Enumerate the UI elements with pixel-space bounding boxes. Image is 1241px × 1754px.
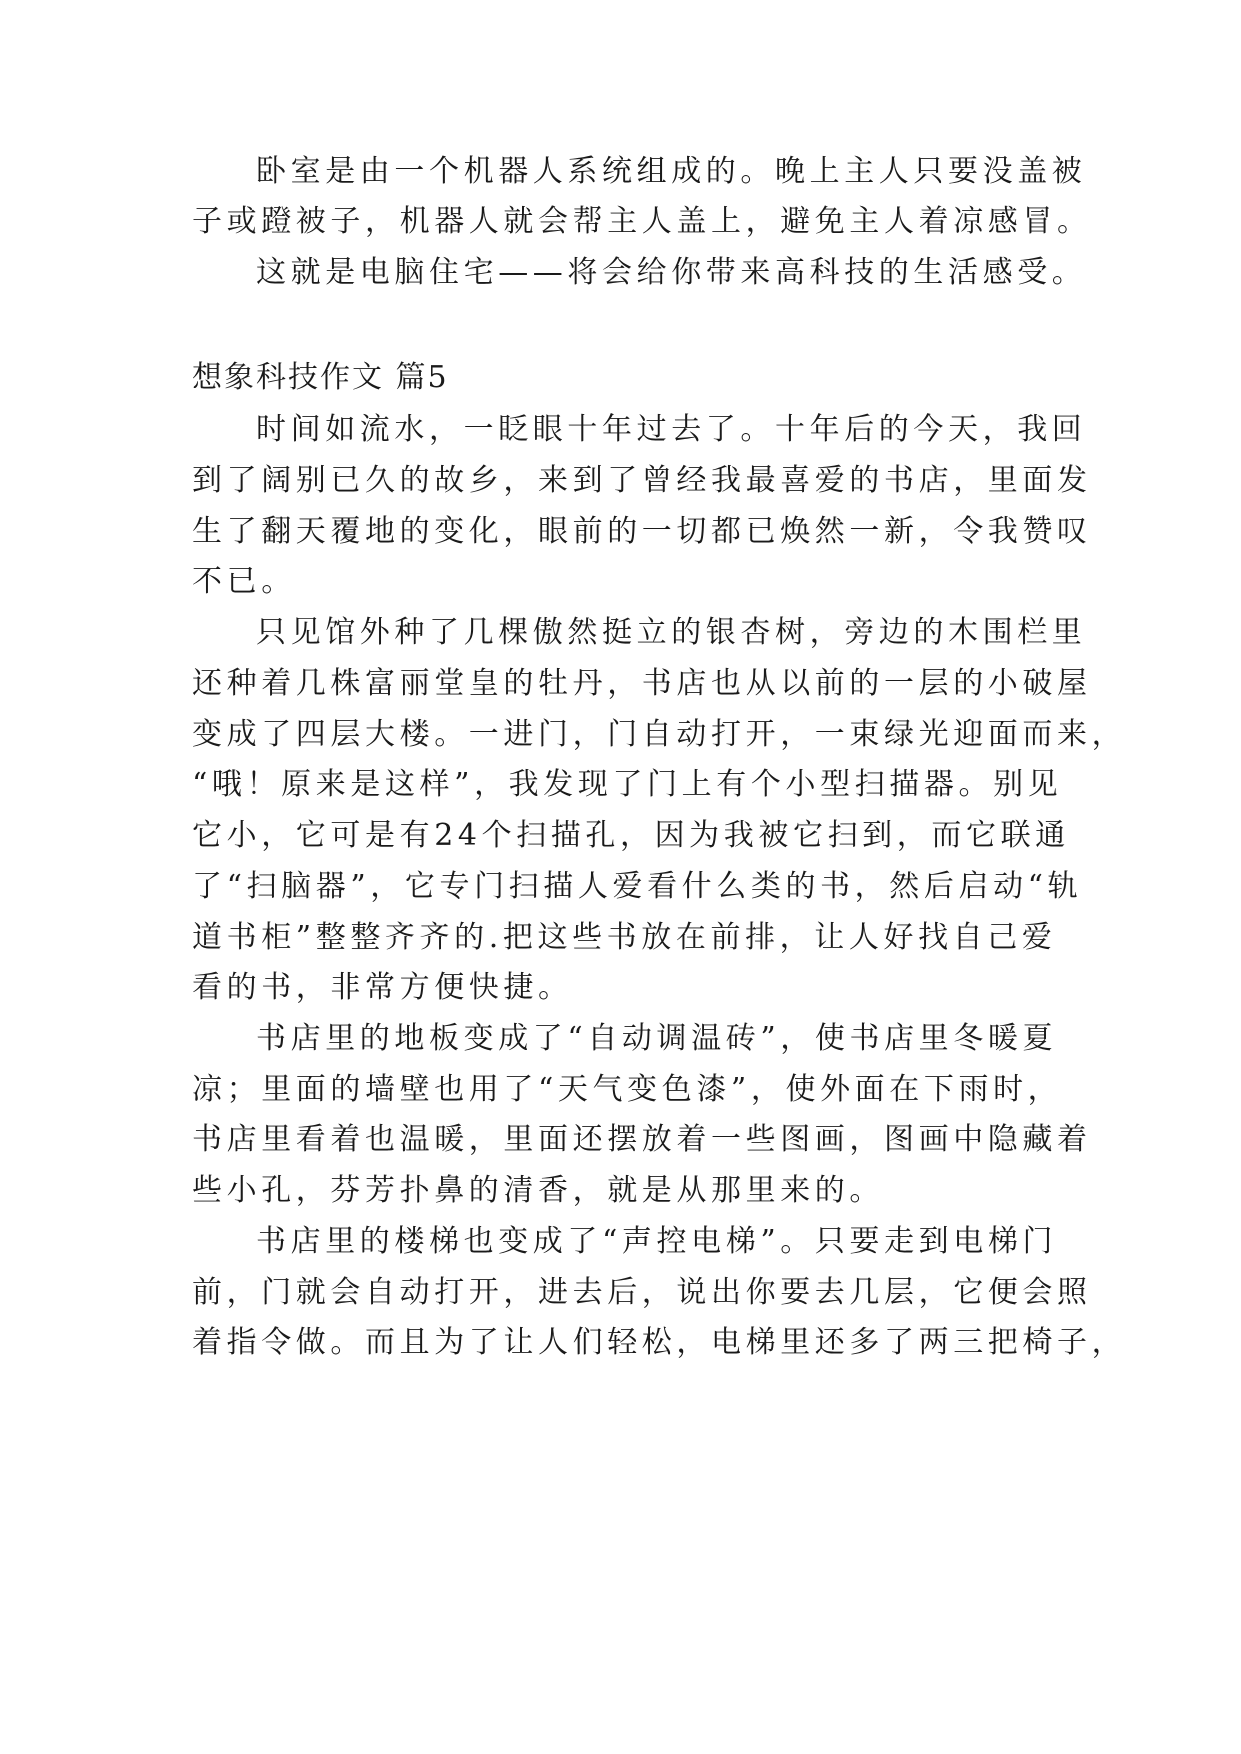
paragraph-line: 前，门就会自动打开，进去后，说出你要去几层，它便会照 (192, 1275, 1092, 1310)
paragraph-line: 道书柜”整整齐齐的.把这些书放在前排，让人好找自己爱 (192, 920, 1057, 955)
paragraph-line: 只见馆外种了几棵傲然挺立的银杏树，旁边的木围栏里 (256, 615, 1087, 650)
paragraph-line: 些小孔，芬芳扑鼻的清香，就是从那里来的。 (192, 1173, 884, 1208)
paragraph-line: 生了翻天覆地的变化，眼前的一切都已焕然一新，令我赞叹 (192, 514, 1092, 549)
paragraph-line: 这就是电脑住宅——将会给你带来高科技的生活感受。 (256, 255, 1087, 290)
paragraph-line: 凉；里面的墙壁也用了“天气变色漆”，使外面在下雨时， (192, 1072, 1063, 1107)
paragraph-line: 看的书，非常方便快捷。 (192, 970, 573, 1005)
paragraph-line: 了“扫脑器”，它专门扫描人爱看什么类的书，然后启动“轨 (192, 869, 1083, 904)
paragraph-line: 卧室是由一个机器人系统组成的。晚上主人只要没盖被 (256, 154, 1087, 189)
paragraph-line: 变成了四层大楼。一进门，门自动打开，一束绿光迎面而来， (192, 717, 1127, 752)
section-heading: 想象科技作文 篇5 (192, 360, 449, 395)
paragraph-line: 还种着几株富丽堂皇的牡丹，书店也从以前的一层的小破屋 (192, 666, 1092, 701)
paragraph-line: 书店里的地板变成了“自动调温砖”，使书店里冬暖夏 (256, 1021, 1058, 1056)
paragraph-line: 着指令做。而且为了让人们轻松，电梯里还多了两三把椅子， (192, 1325, 1127, 1360)
paragraph-line: 到了阔别已久的故乡，来到了曾经我最喜爱的书店，里面发 (192, 463, 1092, 498)
paragraph-line: 不已。 (192, 564, 296, 599)
paragraph-line: 它小，它可是有24个扫描孔，因为我被它扫到，而它联通 (192, 818, 1070, 853)
paragraph-line: “哦！原来是这样”，我发现了门上有个小型扫描器。别见 (192, 767, 1063, 802)
paragraph-line: 书店里看着也温暖，里面还摆放着一些图画，图画中隐藏着 (192, 1122, 1092, 1157)
paragraph-line: 子或蹬被子，机器人就会帮主人盖上，避免主人着凉感冒。 (192, 204, 1092, 239)
paragraph-line: 时间如流水，一眨眼十年过去了。十年后的今天，我回 (256, 412, 1087, 447)
paragraph-line: 书店里的楼梯也变成了“声控电梯”。只要走到电梯门 (256, 1224, 1058, 1259)
